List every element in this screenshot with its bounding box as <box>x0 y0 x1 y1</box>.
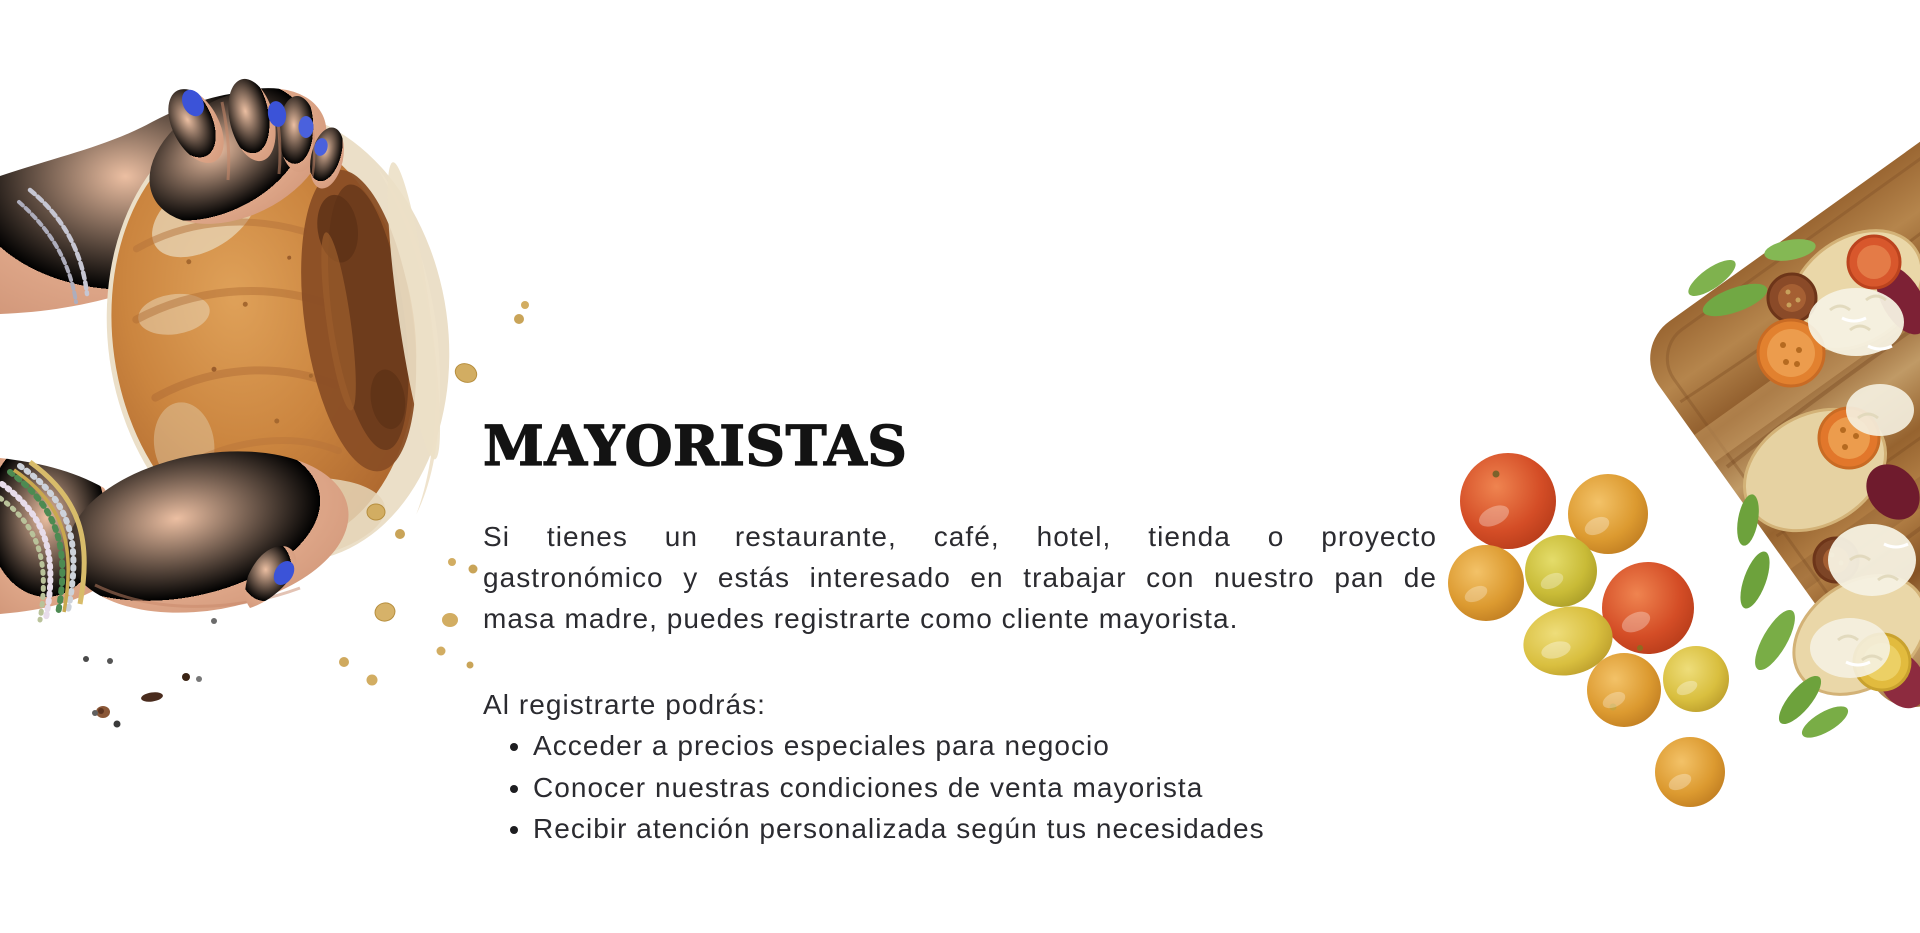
tomato-cluster <box>1448 453 1729 807</box>
tomato-slice <box>1768 274 1816 322</box>
tomato <box>1602 562 1694 654</box>
benefit-item: • Recibir atención personalizada según tus necesidades <box>533 808 1433 850</box>
benefits-list <box>483 725 1433 850</box>
tomato <box>1587 653 1661 727</box>
intro-paragraph <box>483 516 1437 639</box>
intro-line: masa madre, puedes registrarte como cliente mayorista. <box>483 603 1239 634</box>
tomato <box>1448 545 1524 621</box>
benefit-item: • Conocer nuestras condiciones de venta mayorista <box>533 767 1433 809</box>
tomato <box>1663 646 1729 712</box>
tomato-slice <box>1848 236 1900 288</box>
bread-photo <box>0 61 529 728</box>
intro-line: gastronómico y estás interesado en trabajar con nuestro pan de <box>483 562 1437 593</box>
benefit-item: • Acceder a precios especiales para negocio <box>533 725 1433 767</box>
mayoristas-section <box>483 0 1437 933</box>
benefits-intro: Al registrarte podrás: <box>483 689 766 720</box>
intro-line: Si tienes un restaurante, café, hotel, tienda o proyecto <box>483 521 1437 552</box>
tomato <box>1655 737 1725 807</box>
tomato <box>1460 453 1556 549</box>
page-title: MAYORISTAS <box>483 413 908 478</box>
tomato <box>1525 535 1597 607</box>
